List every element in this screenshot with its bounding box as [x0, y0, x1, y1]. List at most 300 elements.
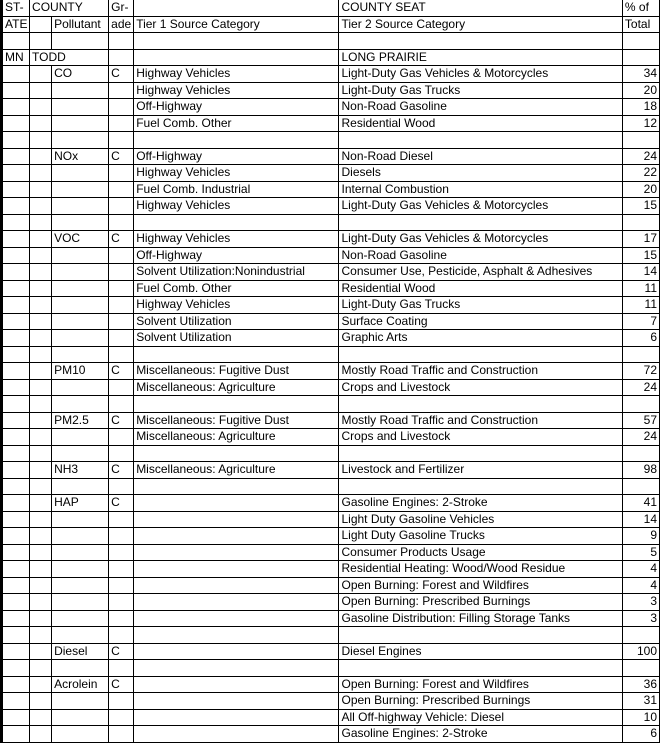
tier1-cell: Highway Vehicles — [134, 66, 339, 83]
county-blank — [30, 82, 52, 99]
tier2-cell: Light-Duty Gas Trucks — [339, 82, 622, 99]
pollutant-cell: Acrolein — [52, 676, 109, 693]
tier1-cell: Fuel Comb. Other — [134, 115, 339, 132]
grade-cell: C — [109, 66, 134, 83]
pollutant-cell — [52, 544, 109, 561]
pollutant-cell: HAP — [52, 495, 109, 512]
spacer-row — [2, 214, 660, 231]
header-tier1: Tier 1 Source Category — [134, 16, 339, 33]
county-seat-cell: LONG PRAIRIE — [339, 49, 622, 66]
grade-cell — [109, 181, 134, 198]
blank-cell — [30, 660, 52, 677]
county-blank — [30, 511, 52, 528]
tier1-cell: Solvent Utilization — [134, 330, 339, 347]
blank-cell — [134, 396, 339, 413]
county-blank — [30, 115, 52, 132]
tier2-cell: Open Burning: Forest and Wildfires — [339, 577, 622, 594]
tier2-cell: Crops and Livestock — [339, 429, 622, 446]
spacer-row — [2, 660, 660, 677]
tier1-cell — [134, 676, 339, 693]
spacer-row — [2, 132, 660, 149]
tier1-cell: Off-Highway — [134, 148, 339, 165]
county-blank — [30, 594, 52, 611]
state-blank — [2, 594, 30, 611]
tier2-cell: Gasoline Distribution: Filling Storage Tanks — [339, 610, 622, 627]
grade-cell: C — [109, 495, 134, 512]
state-blank — [2, 148, 30, 165]
table-row — [2, 528, 660, 545]
table-row — [2, 693, 660, 710]
county-blank — [30, 181, 52, 198]
blank-cell — [30, 396, 52, 413]
blank-cell — [2, 478, 30, 495]
grade-cell — [109, 99, 134, 116]
table-row — [2, 577, 660, 594]
table-row — [2, 379, 660, 396]
blank-cell — [622, 132, 659, 149]
tier1-cell: Highway Vehicles — [134, 297, 339, 314]
pollutant-cell: NH3 — [52, 462, 109, 479]
blank-cell — [30, 214, 52, 231]
tier1-cell — [134, 610, 339, 627]
header-row-2 — [2, 16, 660, 33]
pollutant-cell: CO — [52, 66, 109, 83]
county-blank — [30, 264, 52, 281]
blank-cell — [2, 396, 30, 413]
grade-cell — [109, 82, 134, 99]
tier2-cell: Livestock and Fertilizer — [339, 462, 622, 479]
blank-cell — [134, 660, 339, 677]
state-blank — [2, 99, 30, 116]
county-blank — [30, 313, 52, 330]
grade-cell: C — [109, 231, 134, 248]
header-blank — [134, 0, 339, 16]
tier1-cell — [134, 594, 339, 611]
state-blank — [2, 280, 30, 297]
pct-cell: 6 — [622, 330, 659, 347]
pollutant-cell — [52, 280, 109, 297]
blank-cell — [109, 214, 134, 231]
county-blank — [30, 726, 52, 743]
table-row — [2, 330, 660, 347]
pct-cell: 24 — [622, 148, 659, 165]
pollutant-cell: PM2.5 — [52, 412, 109, 429]
blank-cell — [109, 396, 134, 413]
tier2-cell: Non-Road Gasoline — [339, 99, 622, 116]
state-blank — [2, 726, 30, 743]
blank-cell — [52, 445, 109, 462]
tier1-cell — [134, 561, 339, 578]
blank-cell — [622, 396, 659, 413]
blank-cell — [339, 396, 622, 413]
county-blank — [30, 577, 52, 594]
grade-cell: C — [109, 148, 134, 165]
blank-cell — [2, 660, 30, 677]
blank-cell — [2, 445, 30, 462]
county-blank — [30, 709, 52, 726]
county-blank — [30, 643, 52, 660]
pollutant-cell — [52, 115, 109, 132]
pollutant-cell — [52, 165, 109, 182]
state-blank — [2, 115, 30, 132]
pollutant-cell — [52, 264, 109, 281]
blank-cell — [134, 627, 339, 644]
county-blank — [30, 693, 52, 710]
pollutant-cell — [52, 181, 109, 198]
table-row — [2, 82, 660, 99]
grade-cell — [109, 297, 134, 314]
header-grade-bottom: ade — [109, 16, 134, 33]
pollutant-cell — [52, 297, 109, 314]
pct-cell: 18 — [622, 99, 659, 116]
pct-cell: 31 — [622, 693, 659, 710]
tier1-cell — [134, 511, 339, 528]
pollutant-cell — [52, 709, 109, 726]
blank-cell — [339, 478, 622, 495]
tier2-cell: Residential Wood — [339, 280, 622, 297]
table-row — [2, 66, 660, 83]
blank-cell — [339, 445, 622, 462]
blank-cell — [30, 627, 52, 644]
tier2-cell: Light-Duty Gas Vehicles & Motorcycles — [339, 198, 622, 215]
grade-cell — [109, 511, 134, 528]
grade-cell — [109, 264, 134, 281]
tier1-cell: Miscellaneous: Agriculture — [134, 429, 339, 446]
grade-cell: C — [109, 363, 134, 380]
county-blank — [30, 412, 52, 429]
header-state-bottom: ATE — [2, 16, 30, 33]
tier1-cell: Solvent Utilization:Nonindustrial — [134, 264, 339, 281]
state-blank — [2, 66, 30, 83]
header-grade-top: Gr- — [109, 0, 134, 16]
header-pct-bottom: Total — [622, 16, 659, 33]
blank-cell — [52, 132, 109, 149]
tier2-cell: Graphic Arts — [339, 330, 622, 347]
state-blank — [2, 313, 30, 330]
tier2-cell: Mostly Road Traffic and Construction — [339, 363, 622, 380]
county-blank — [30, 330, 52, 347]
header-state-top: ST- — [2, 0, 30, 16]
spacer-row — [2, 478, 660, 495]
county-blank — [30, 528, 52, 545]
grade-cell — [109, 610, 134, 627]
county-blank — [30, 297, 52, 314]
spacer-row — [2, 396, 660, 413]
tier2-cell: Non-Road Gasoline — [339, 247, 622, 264]
state-blank — [2, 693, 30, 710]
pct-cell: 41 — [622, 495, 659, 512]
pct-cell: 12 — [622, 115, 659, 132]
county-blank — [30, 462, 52, 479]
county-blank — [30, 198, 52, 215]
grade-cell — [109, 198, 134, 215]
county-blank — [30, 148, 52, 165]
blank-cell — [30, 478, 52, 495]
pollutant-cell: VOC — [52, 231, 109, 248]
tier2-cell: Non-Road Diesel — [339, 148, 622, 165]
grade-cell — [109, 429, 134, 446]
pct-cell: 22 — [622, 165, 659, 182]
state-blank — [2, 643, 30, 660]
tier1-cell — [134, 709, 339, 726]
state-blank — [2, 198, 30, 215]
blank-cell — [109, 445, 134, 462]
state-blank — [2, 412, 30, 429]
blank-cell — [134, 214, 339, 231]
blank-cell — [622, 627, 659, 644]
header-county: COUNTY — [30, 0, 109, 16]
state-blank — [2, 561, 30, 578]
tier2-cell: Light-Duty Gas Vehicles & Motorcycles — [339, 66, 622, 83]
pollutant-cell — [52, 577, 109, 594]
county-blank — [30, 429, 52, 446]
blank-cell — [2, 627, 30, 644]
tier2-cell: Light-Duty Gas Trucks — [339, 297, 622, 314]
blank-cell — [52, 660, 109, 677]
state-blank — [2, 577, 30, 594]
blank-cell — [52, 627, 109, 644]
table-row — [2, 709, 660, 726]
county-blank — [30, 544, 52, 561]
pct-cell: 6 — [622, 726, 659, 743]
pct-cell: 4 — [622, 577, 659, 594]
blank-cell — [134, 478, 339, 495]
blank-cell — [339, 132, 622, 149]
header-county-blank — [30, 16, 52, 33]
table-row — [2, 115, 660, 132]
state-blank — [2, 231, 30, 248]
table-row — [2, 676, 660, 693]
table-row — [2, 247, 660, 264]
tier2-cell: Diesels — [339, 165, 622, 182]
tier2-cell: Internal Combustion — [339, 181, 622, 198]
tier2-cell: Open Burning: Prescribed Burnings — [339, 594, 622, 611]
pollutant-cell — [52, 511, 109, 528]
table-row — [2, 544, 660, 561]
pollutant-cell: NOx — [52, 148, 109, 165]
blank-cell — [52, 214, 109, 231]
tier1-cell: Miscellaneous: Agriculture — [134, 379, 339, 396]
blank-cell — [30, 445, 52, 462]
county-blank — [30, 610, 52, 627]
tier2-cell: Diesel Engines — [339, 643, 622, 660]
blank-cell — [30, 132, 52, 149]
tier1-cell: Highway Vehicles — [134, 231, 339, 248]
county-cell: TODD — [30, 49, 109, 66]
tier2-cell: Light-Duty Gas Vehicles & Motorcycles — [339, 231, 622, 248]
blank-cell — [339, 214, 622, 231]
blank-cell — [339, 660, 622, 677]
tier1-cell: Highway Vehicles — [134, 198, 339, 215]
table-row — [2, 313, 660, 330]
pct-cell: 3 — [622, 610, 659, 627]
state-blank — [2, 297, 30, 314]
tier1-cell — [134, 693, 339, 710]
blank-cell — [2, 346, 30, 363]
tier2-cell: Consumer Use, Pesticide, Asphalt & Adhesives — [339, 264, 622, 281]
blank-cell — [109, 132, 134, 149]
blank-cell — [2, 132, 30, 149]
table-row — [2, 363, 660, 380]
header-row-1 — [2, 0, 660, 16]
county-blank — [30, 363, 52, 380]
tier1-cell: Highway Vehicles — [134, 82, 339, 99]
state-blank — [2, 676, 30, 693]
table-row — [2, 495, 660, 512]
pct-cell: 4 — [622, 561, 659, 578]
blank-cell — [339, 346, 622, 363]
blank-cell — [52, 346, 109, 363]
grade-cell — [109, 165, 134, 182]
tier2-cell: Surface Coating — [339, 313, 622, 330]
table-row — [2, 462, 660, 479]
state-blank — [2, 495, 30, 512]
county-blank — [30, 165, 52, 182]
tier2-cell: Open Burning: Prescribed Burnings — [339, 693, 622, 710]
tier2-cell: Residential Heating: Wood/Wood Residue — [339, 561, 622, 578]
blank-cell — [109, 478, 134, 495]
state-blank — [2, 462, 30, 479]
spacer-row — [2, 445, 660, 462]
state-blank — [2, 610, 30, 627]
county-blank — [30, 99, 52, 116]
grade-cell: C — [109, 643, 134, 660]
blank-cell — [134, 132, 339, 149]
tier2-cell: Light Duty Gasoline Trucks — [339, 528, 622, 545]
tier1-cell — [134, 528, 339, 545]
pollutant-cell — [52, 313, 109, 330]
pollutant-cell — [52, 610, 109, 627]
tier2-cell: All Off-highway Vehicle: Diesel — [339, 709, 622, 726]
table-row — [2, 148, 660, 165]
pct-cell: 100 — [622, 643, 659, 660]
county-blank — [30, 231, 52, 248]
county-blank — [30, 66, 52, 83]
county-blank — [30, 247, 52, 264]
state-blank — [2, 709, 30, 726]
table-row — [2, 297, 660, 314]
header-pollutant: Pollutant — [52, 16, 109, 33]
grade-cell — [109, 247, 134, 264]
pollutant-cell — [52, 594, 109, 611]
tier1-cell: Solvent Utilization — [134, 313, 339, 330]
blank-cell — [134, 346, 339, 363]
pct-cell: 10 — [622, 709, 659, 726]
table-row — [2, 198, 660, 215]
pollutant-cell — [52, 82, 109, 99]
table-row — [2, 99, 660, 116]
grade-cell — [109, 693, 134, 710]
table-row — [2, 165, 660, 182]
table-row — [2, 643, 660, 660]
pct-cell: 11 — [622, 297, 659, 314]
state-blank — [2, 363, 30, 380]
pollutant-cell — [52, 726, 109, 743]
state-blank — [2, 544, 30, 561]
location-row — [2, 49, 660, 66]
grade-cell — [109, 561, 134, 578]
pct-cell: 34 — [622, 66, 659, 83]
grade-cell — [109, 709, 134, 726]
blank-cell — [622, 478, 659, 495]
state-blank — [2, 165, 30, 182]
state-blank — [2, 82, 30, 99]
tier2-cell: Open Burning: Forest and Wildfires — [339, 676, 622, 693]
header-tier2: Tier 2 Source Category — [339, 16, 622, 33]
blank-cell — [30, 346, 52, 363]
state-blank — [2, 528, 30, 545]
pollutant-cell — [52, 247, 109, 264]
table-row — [2, 280, 660, 297]
county-blank — [30, 280, 52, 297]
tier1-cell: Miscellaneous: Agriculture — [134, 462, 339, 479]
blank-cell — [622, 660, 659, 677]
pollutant-cell — [52, 429, 109, 446]
pct-cell: 98 — [622, 462, 659, 479]
tier1-cell: Fuel Comb. Industrial — [134, 181, 339, 198]
pct-cell: 36 — [622, 676, 659, 693]
pct-cell: 20 — [622, 82, 659, 99]
grade-cell — [109, 577, 134, 594]
pct-cell: 5 — [622, 544, 659, 561]
table-row — [2, 610, 660, 627]
pct-cell: 17 — [622, 231, 659, 248]
pollutant-cell — [52, 379, 109, 396]
grade-cell — [109, 313, 134, 330]
pct-cell: 57 — [622, 412, 659, 429]
state-blank — [2, 330, 30, 347]
pollutant-cell: Diesel — [52, 643, 109, 660]
tier1-cell: Fuel Comb. Other — [134, 280, 339, 297]
grade-cell — [109, 280, 134, 297]
tier2-cell: Crops and Livestock — [339, 379, 622, 396]
blank-cell — [622, 445, 659, 462]
blank-cell — [134, 445, 339, 462]
blank-cell — [109, 346, 134, 363]
pct-cell: 14 — [622, 511, 659, 528]
pollutant-cell — [52, 330, 109, 347]
state-blank — [2, 181, 30, 198]
pct-cell: 15 — [622, 198, 659, 215]
blank-cell — [622, 346, 659, 363]
state-blank — [2, 511, 30, 528]
table-row — [2, 429, 660, 446]
county-blank — [30, 676, 52, 693]
blank-cell — [109, 627, 134, 644]
blank-cell — [109, 660, 134, 677]
state-blank — [2, 247, 30, 264]
tier1-cell: Off-Highway — [134, 247, 339, 264]
table-row — [2, 561, 660, 578]
grade-cell — [109, 594, 134, 611]
tier2-cell: Mostly Road Traffic and Construction — [339, 412, 622, 429]
spacer-row — [2, 346, 660, 363]
pct-cell: 24 — [622, 429, 659, 446]
blank-cell — [2, 214, 30, 231]
county-blank — [30, 379, 52, 396]
tier2-cell: Consumer Products Usage — [339, 544, 622, 561]
pct-cell: 24 — [622, 379, 659, 396]
grade-cell — [109, 726, 134, 743]
tier1-cell — [134, 495, 339, 512]
table-row — [2, 181, 660, 198]
pct-cell: 9 — [622, 528, 659, 545]
blank-cell — [52, 478, 109, 495]
pollutant-cell — [52, 528, 109, 545]
tier2-cell: Light Duty Gasoline Vehicles — [339, 511, 622, 528]
pollutant-cell — [52, 693, 109, 710]
pct-cell: 15 — [622, 247, 659, 264]
